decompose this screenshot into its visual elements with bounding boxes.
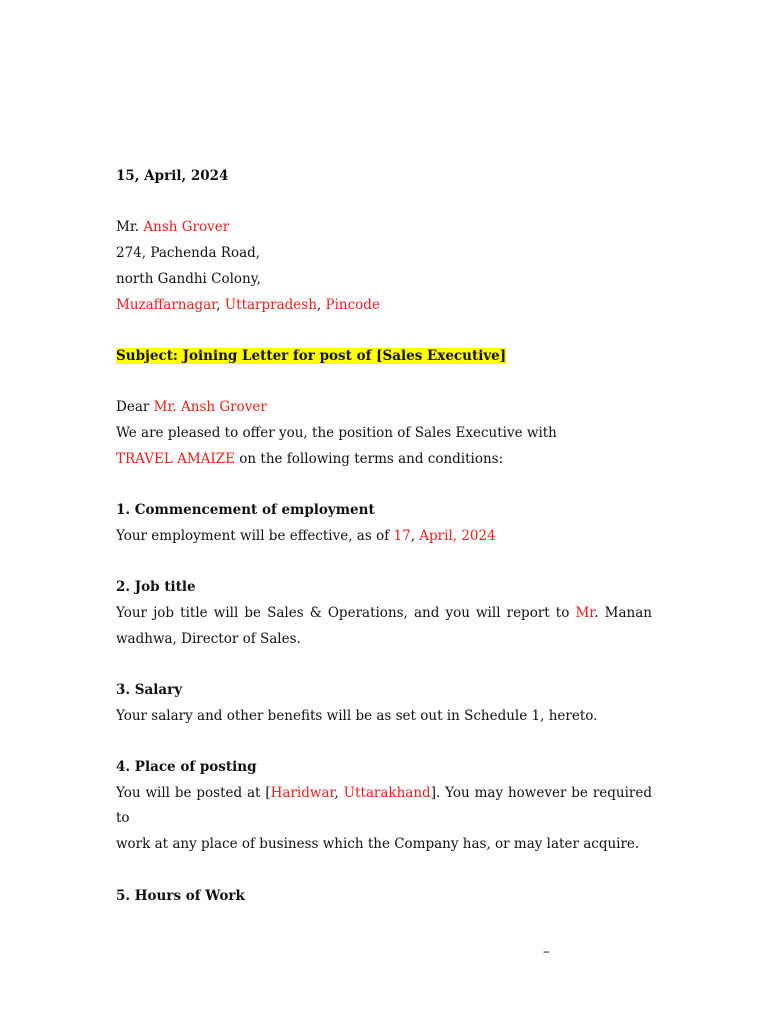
spacer <box>116 190 652 216</box>
spacer <box>116 370 652 396</box>
greeting-dear: Dear <box>116 399 150 416</box>
posting-text-after: ]. You may however be required to <box>116 784 652 827</box>
section-heading: 2. Job title <box>116 579 196 596</box>
spacer <box>116 858 652 884</box>
subject-highlight: Subject: Joining Letter for post of [Sales Executive] <box>116 347 507 364</box>
section-heading: 5. Hours of Work <box>116 887 245 904</box>
recipient-city: Muzaffarnagar <box>116 296 217 313</box>
letter-date: 15, April, 2024 <box>116 168 229 184</box>
intro-terms: on the following terms and conditions: <box>239 450 504 467</box>
spacer <box>116 318 652 344</box>
section-text: Your employment will be effective, as of 17, April, 2024 <box>116 527 496 544</box>
recipient-address-line1: 274, Pachenda Road, <box>116 245 261 262</box>
company-name: TRAVEL AMAIZE <box>116 450 235 467</box>
recipient-city-line: Muzaffarnagar, Uttarpradesh, Pincode <box>116 296 380 313</box>
job-title-manager-title: Mr <box>575 604 595 621</box>
spacer <box>116 549 652 575</box>
recipient-name: Ansh Grover <box>143 219 230 236</box>
commencement-day: 17 <box>393 527 411 544</box>
section-heading: 1. Commencement of employment <box>116 502 375 519</box>
job-title-line1 <box>116 601 652 627</box>
greeting-line <box>116 395 652 421</box>
greeting-title: Mr. <box>153 399 177 416</box>
posting-city: Haridwar <box>270 784 335 801</box>
recipient-state: Uttarpradesh <box>224 296 317 313</box>
salary-text: Your salary and other benefits will be as set out in Schedule 1, hereto. <box>116 707 598 724</box>
intro-line2 <box>116 447 652 473</box>
recipient-name-line <box>116 215 652 241</box>
section-heading: 3. Salary <box>116 681 183 698</box>
job-title-manager-name: . Manan <box>594 604 652 621</box>
spacer <box>116 729 652 755</box>
posting-state: Uttarakhand <box>343 784 431 801</box>
commencement-text: Your employment will be effective, as of <box>116 527 390 544</box>
footer-mark: – <box>543 944 550 960</box>
job-title-text: Your job title will be Sales & Operations, and you will report to <box>116 604 570 621</box>
job-title-line2: wadhwa, Director of Sales. <box>116 630 301 647</box>
greeting-name: Ansh Grover <box>181 399 267 416</box>
spacer <box>116 652 652 678</box>
posting-line2: work at any place of business which the Company has, or may later acquire. <box>116 836 640 853</box>
intro-line1: We are pleased to offer you, the position of Sales Executive with <box>116 424 557 441</box>
posting-text: You will be posted at [ <box>116 784 271 801</box>
letter-body <box>116 164 652 909</box>
recipient-salutation: Mr. <box>116 219 140 236</box>
section-heading: 4. Place of posting <box>116 759 257 776</box>
commencement-month-year: April, 2024 <box>419 527 496 544</box>
recipient-pincode: Pincode <box>325 296 380 313</box>
posting-line1: You will be posted at [Haridwar, Uttarakhand]. You may however be required to <box>116 784 652 827</box>
subject-line <box>116 344 652 370</box>
recipient-address-line2: north Gandhi Colony, <box>116 270 261 287</box>
spacer <box>116 472 652 498</box>
